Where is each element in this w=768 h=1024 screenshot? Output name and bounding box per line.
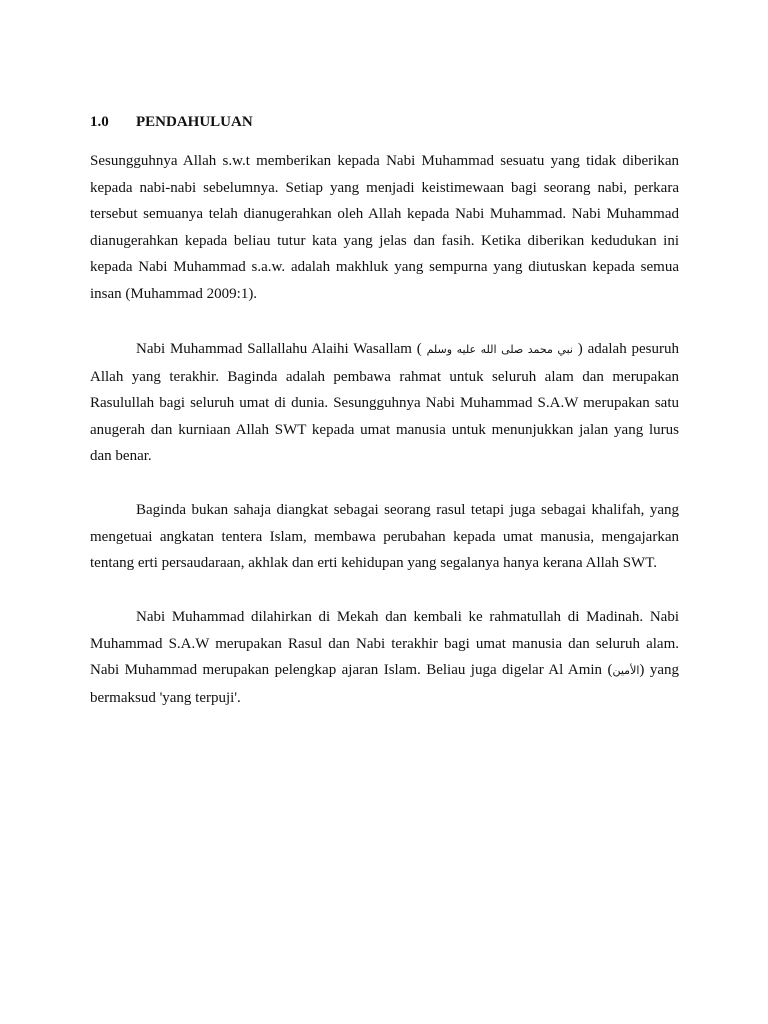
paragraph-khalifah: Baginda bukan sahaja diangkat sebagai seorang rasul tetapi juga sebagai khalifah, yang mengetuai angkatan tentera Islam, membawa perubahan kepada umat manusia, mengajarkan tentang erti persaudaraan, akhlak dan erti kehidupan yang segalanya hanya kerana Allah SWT.	[90, 502, 679, 571]
arabic-text: الأمين	[612, 664, 640, 677]
paragraph-al-amin	[90, 604, 679, 711]
paragraph-text: ) adalah pesuruh Allah yang terakhir. Baginda adalah pembawa rahmat untuk seluruh alam dan merupakan Rasulullah bagi seluruh umat di dunia. Sesungguhnya Nabi Muhammad S.A.W merupakan satu anugerah dan kurniaan Allah SWT kepada umat manusia untuk menunjukkan jalan yang lurus dan benar.	[90, 341, 679, 464]
paragraph-introduction: Sesungguhnya Allah s.w.t memberikan kepada Nabi Muhammad sesuatu yang tidak diberikan kepada nabi-nabi sebelumnya. Setiap yang menjadi keistimewaan bagi seorang nabi, perkara tersebut semuanya telah dianugerahkan oleh Allah kepada Nabi Muhammad. Nabi Muhammad dianugerahkan kepada beliau tutur kata yang jelas dan fasih. Ketika diberikan kedudukan ini kepada Nabi Muhammad s.a.w. adalah makhluk yang sempurna yang diutuskan kepada semua insan (Muhammad 2009:1).	[90, 153, 679, 302]
paragraph-text: ) yang bermaksud 'yang terpuji'.	[90, 662, 679, 706]
paragraph-text: Nabi Muhammad Sallallahu Alaihi Wasallam (	[136, 341, 427, 357]
paragraph-text: Nabi Muhammad dilahirkan di Mekah dan kembali ke rahmatullah di Madinah. Nabi Muhammad S.A.W merupakan Rasul dan Nabi terakhir bagi umat manusia dan seluruh alam. Nabi Muhammad merupakan pelengkap ajaran Islam. Beliau juga digelar Al Amin (	[90, 609, 679, 678]
section-number: 1.0	[90, 114, 109, 130]
arabic-text: نبي محمد صلى الله عليه وسلم	[426, 343, 573, 356]
section-heading	[90, 113, 253, 131]
section-title: PENDAHULUAN	[136, 114, 253, 130]
paragraph-nabi-muhammad	[90, 336, 679, 470]
